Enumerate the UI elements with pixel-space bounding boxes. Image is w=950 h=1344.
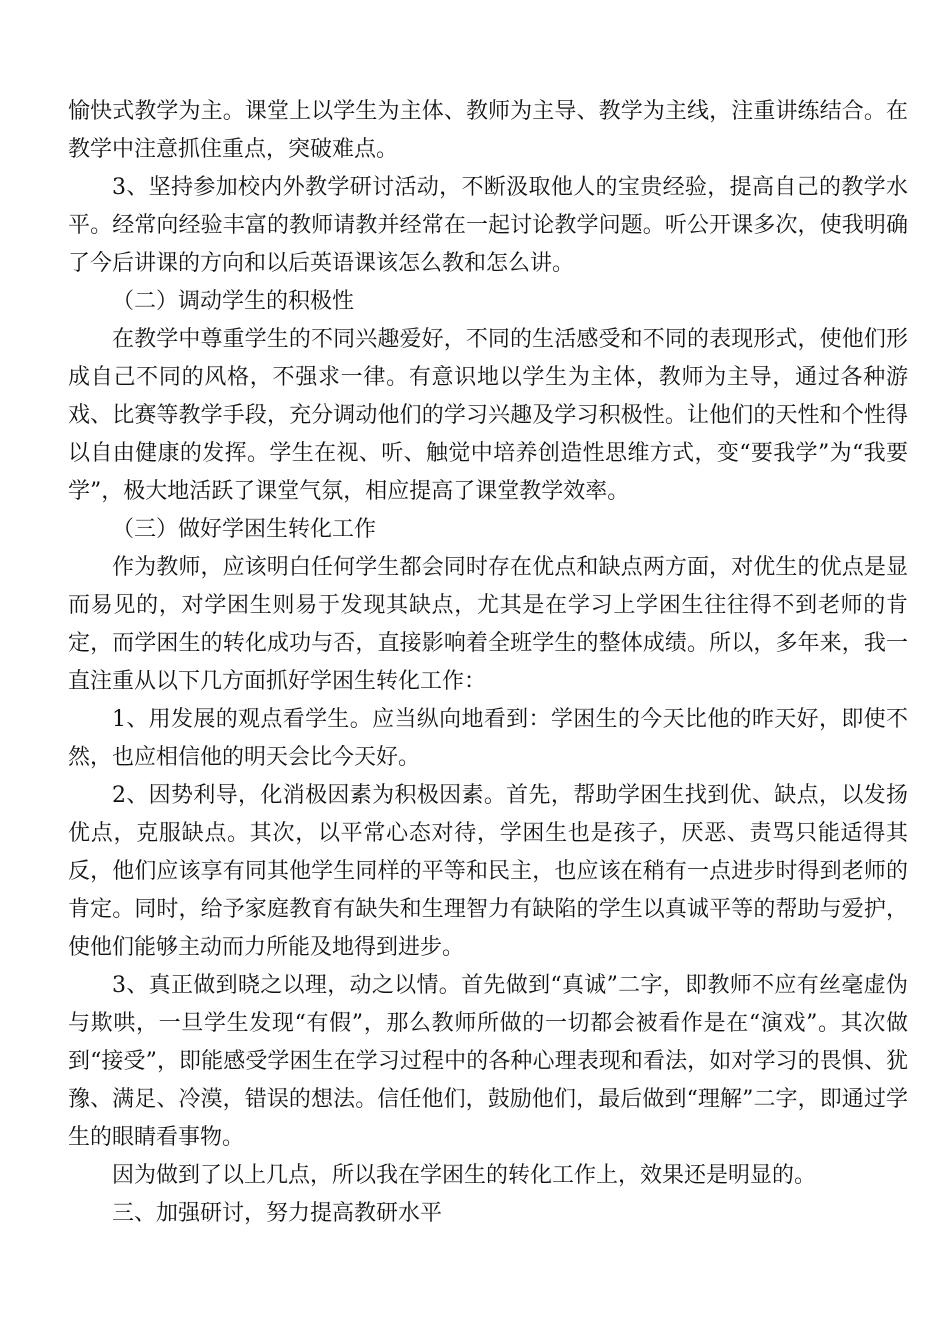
paragraph-item-3-reasoning: 3、真正做到晓之以理，动之以情。首先做到“真诚”二字，即教师不应有丝毫虚伪与欺哄，一旦学生发现“有假”，那么教师所做的一切都会被看作是在“演戏”。其次做到“接受”，即能感受学困生在学习过程中的各种心理表现和看法，如对学习的畏惧、犹豫、满足、冷漠，错误的想法。信任他们，鼓励他们，最后做到“理解”二字，即通过学生的眼睛看事物。 [68,973,908,1150]
paragraph-conclusion: 因为做到了以上几点，所以我在学困生的转化工作上，效果还是明显的。 [112,1163,817,1188]
paragraph-student-motivation: 在教学中尊重学生的不同兴趣爱好，不同的生活感受和不同的表现形式，使他们形成自己不同的风格，不强求一律。有意识地以学生为主体，教师为主导，通过各种游戏、比赛等教学手段，充分调动他们的学习兴趣及学习积极性。让他们的天性和个性得以自由健康的发挥。学生在视、听、触觉中培养创造性思维方式，变“要我学”为“我要学”，极大地活跃了课堂气氛，相应提高了课堂教学效率。 [68,327,908,504]
paragraph-item-2-guidance: 2、因势利导，化消极因素为积极因素。首先，帮助学困生找到优、缺点，以发扬优点，克服缺点。其次，以平常心态对待，学困生也是孩子，厌恶、责骂只能适得其反，他们应该享有同其他学生同样的平等和民主，也应该在稍有一点进步时得到老师的肯定。同时，给予家庭教育有缺失和生理智力有缺陷的学生以真诚平等的帮助与爱护，使他们能够主动而力所能及地得到进步。 [68,783,908,960]
section-heading-part-3: 三、加强研讨，努力提高教研水平 [112,1201,443,1226]
document-body [68,93,908,1233]
paragraph-struggling-students: 作为教师，应该明白任何学生都会同时存在优点和缺点两方面，对优生的优点是显而易见的，对学困生则易于发现其缺点，尤其是在学习上学困生往往得不到老师的肯定，而学困生的转化成功与否，直接影响着全班学生的整体成绩。所以，多年来，我一直注重从以下几方面抓好学困生转化工作： [68,555,908,694]
section-heading-3: （三）做好学困生转化工作 [112,517,377,542]
paragraph-item-1-development: 1、用发展的观点看学生。应当纵向地看到：学困生的今天比他的昨天好，即使不然，也应相信他的明天会比今天好。 [68,707,908,770]
paragraph-item-3-research: 3、坚持参加校内外教学研讨活动，不断汲取他人的宝贵经验，提高自己的教学水平。经常向经验丰富的教师请教并经常在一起讨论教学问题。听公开课多次，使我明确了今后讲课的方向和以后英语课该怎么教和怎么讲。 [68,175,908,276]
section-heading-2: （二）调动学生的积极性 [112,289,355,314]
paragraph-continuation: 愉快式教学为主。课堂上以学生为主体、教师为主导、教学为主线，注重讲练结合。在教学中注意抓住重点，突破难点。 [68,99,908,162]
